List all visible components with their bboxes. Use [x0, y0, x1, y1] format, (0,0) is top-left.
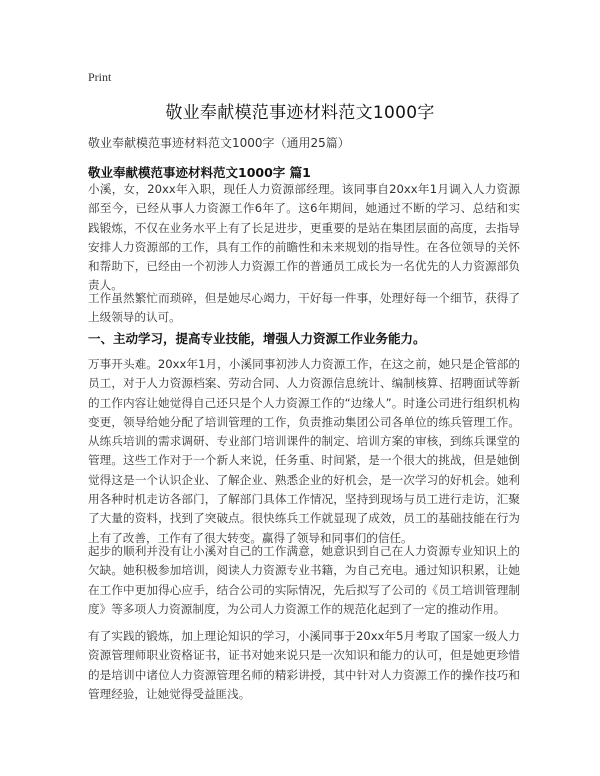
section-title: 敬业奉献模范事迹材料范文1000字 篇1 — [88, 165, 311, 180]
paragraph-3: 万事开头难。20xx年1月，小溪同事初涉人力资源工作，在这之前，她只是企管部的员工，对于人力资源档案、劳动合同、人力资源信息统计、编制核算、招聘面试等新的工作内容让她觉得自己还只是个人力资源工作的“边缘人”。时逢公司进行组织机构变更，领导给她分配了培训管理的工作，负责推动集团公司各单位的练兵管理工作。从练兵培训的需求调研、专业部门培训课件的制定、培训方案的审核，到练兵课堂的管理。这些工作对于一个新人来说，任务重、时间紧，是一个很大的挑战，但是她倒觉得这是一个认识企业、了解企业、熟悉企业的好机会，是一次学习的好机会。她利用各种时机走访各部门，了解部门具体工作情况，坚持到现场与员工进行走访，汇聚了大量的资料，找到了突破点。很快练兵工作就显现了成效，员工的基础技能在行为上有了改善，工作有了很大转变。赢得了领导和同事们的信任。 — [88, 357, 520, 545]
paragraph-5: 有了实践的锻炼，加上理论知识的学习，小溪同事于20xx年5月考取了国家一级人力资源管理师职业资格证书，证书对她来说只是一次知识和能力的认可，但是她更珍惜的是培训中诸位人力资源管理名师的精彩讲授，其中针对人力资源工作的操作技巧和管理经验，让她觉得受益匪浅。 — [88, 629, 520, 701]
page-title: 敬业奉献模范事迹材料范文1000字 — [165, 103, 435, 123]
paragraph-1: 小溪，女，20xx年入职，现任人力资源部经理。该同事自20xx年1月调入人力资源部至今，已经从事人力资源工作6年了。这6年期间，她通过不断的学习、总结和实践锻炼，不仅在业务水平上有了长足进步，更重要的是站在集团层面的高度，去指导安排人力资源部的工作，具有工作的前瞻性和未来规划的指导性。在各位领导的关怀和帮助下，已经由一个初涉人力资源工作的普通员工成长为一名优先的人力资源部负责人。 — [88, 182, 520, 293]
page-subtitle: 敬业奉献模范事迹材料范文1000字（通用25篇） — [88, 136, 350, 150]
paragraph-2: 工作虽然繁忙而琐碎，但是她尽心竭力，干好每一件事，处理好每一个细节，获得了上级领导的认可。 — [88, 291, 520, 325]
paragraph-4: 起步的顺利并没有让小溪对自己的工作满意，她意识到自己在人力资源专业知识上的欠缺。她积极参加培训，阅读人力资源专业书籍，为自己充电。通过知识积累，让她在工作中更加得心应手，结合公司的实际情况，先后拟写了公司的《员工培训管理制度》等多项人力资源制度，为公司人力资源工作的规范化起到了一定的推动作用。 — [88, 544, 520, 616]
print-link[interactable]: Print — [88, 70, 112, 84]
heading-1: 一、主动学习，提高专业技能，增强人力资源工作业务能力。 — [88, 331, 426, 346]
